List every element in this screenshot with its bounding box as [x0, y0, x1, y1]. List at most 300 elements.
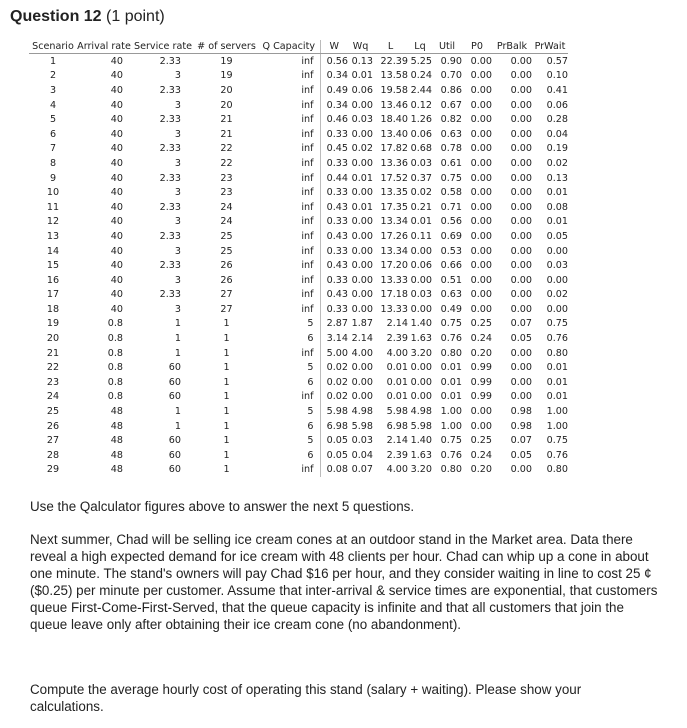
- cell-l: 13.40: [380, 128, 408, 140]
- cell-l: 5.98: [386, 406, 408, 418]
- cell-arrival-rate: 40: [110, 84, 123, 96]
- cell-q-capacity: inf: [301, 128, 314, 140]
- cell-scenario: 6: [49, 128, 57, 140]
- cell-scenario: 7: [49, 143, 57, 155]
- cell-w: 3.14: [320, 331, 348, 346]
- cell-q-capacity: inf: [301, 114, 314, 126]
- table-row: [29, 331, 568, 346]
- cell-scenario: 18: [46, 303, 60, 315]
- cell-wq: 1.87: [351, 318, 373, 330]
- cell-scenario: 23: [46, 376, 60, 388]
- cell-prwait: 0.57: [546, 55, 568, 67]
- cell-arrival-rate: 48: [110, 406, 123, 418]
- cell-wq: 0.00: [351, 376, 373, 388]
- cell-util: 0.56: [440, 216, 462, 228]
- cell-util: 0.75: [440, 435, 462, 447]
- cell-wq: 0.04: [351, 449, 373, 461]
- cell-w: 0.45: [320, 142, 348, 157]
- cell-prbalk: 0.00: [510, 128, 532, 140]
- instructions-text: Use the Qalculator figures above to answer the next 5 questions.: [30, 499, 415, 514]
- cell-lq: 1.26: [410, 114, 432, 126]
- cell-prwait: 0.28: [546, 114, 568, 126]
- table-row: [29, 127, 568, 142]
- question-title: [10, 8, 165, 26]
- cell-prwait: 0.19: [546, 143, 568, 155]
- cell-p0: 0.25: [470, 318, 492, 330]
- cell-scenario: 29: [46, 464, 60, 476]
- header-num-servers: # of servers: [195, 40, 258, 54]
- cell-p0: 0.00: [470, 289, 492, 301]
- cell-prwait: 0.00: [546, 245, 568, 257]
- cell-prwait: 0.06: [546, 99, 568, 111]
- cell-arrival-rate: 40: [110, 260, 123, 272]
- cell-util: 0.71: [440, 201, 462, 213]
- cell-prbalk: 0.00: [510, 303, 532, 315]
- qalculator-table: [29, 40, 568, 477]
- cell-q-capacity: inf: [301, 347, 314, 359]
- table-row: [29, 142, 568, 157]
- cell-lq: 0.06: [410, 260, 432, 272]
- cell-q-capacity: 5: [307, 406, 314, 418]
- cell-service-rate: 2.33: [159, 114, 181, 126]
- table-row: [29, 346, 568, 361]
- cell-q-capacity: 6: [307, 449, 314, 461]
- cell-util: 0.76: [440, 333, 462, 345]
- cell-num-servers: 1: [223, 391, 230, 403]
- cell-arrival-rate: 0.8: [107, 362, 123, 374]
- cell-service-rate: 3: [174, 99, 181, 111]
- cell-wq: 0.01: [351, 201, 373, 213]
- qalculator-table-container: [29, 40, 568, 477]
- cell-wq: 0.03: [351, 435, 373, 447]
- cell-util: 0.01: [440, 391, 462, 403]
- cell-l: 17.35: [380, 201, 408, 213]
- cell-service-rate: 2.33: [159, 55, 181, 67]
- cell-arrival-rate: 0.8: [107, 333, 123, 345]
- cell-prwait: 0.75: [546, 318, 568, 330]
- cell-util: 0.49: [440, 303, 462, 315]
- cell-prbalk: 0.00: [510, 143, 532, 155]
- cell-p0: 0.00: [470, 157, 492, 169]
- cell-util: 0.80: [440, 347, 462, 359]
- cell-prbalk: 0.98: [510, 406, 532, 418]
- table-row: [29, 215, 568, 230]
- cell-num-servers: 23: [220, 172, 233, 184]
- cell-service-rate: 3: [174, 245, 181, 257]
- cell-w: 0.34: [320, 69, 348, 84]
- cell-wq: 0.00: [351, 157, 373, 169]
- cell-arrival-rate: 40: [110, 172, 123, 184]
- header-service-rate: Service rate: [131, 40, 195, 54]
- cell-w: 0.56: [320, 54, 348, 69]
- cell-w: 0.43: [320, 200, 348, 215]
- cell-q-capacity: inf: [301, 84, 314, 96]
- table-row: [29, 69, 568, 84]
- cell-prbalk: 0.07: [510, 435, 532, 447]
- cell-lq: 0.11: [410, 230, 432, 242]
- cell-num-servers: 1: [223, 376, 230, 388]
- cell-num-servers: 21: [220, 114, 233, 126]
- cell-l: 0.01: [386, 376, 408, 388]
- cell-num-servers: 1: [223, 333, 230, 345]
- cell-q-capacity: inf: [301, 55, 314, 67]
- table-row: [29, 463, 568, 478]
- cell-scenario: 26: [46, 420, 60, 432]
- cell-scenario: 14: [46, 245, 60, 257]
- cell-q-capacity: inf: [301, 230, 314, 242]
- cell-lq: 0.03: [410, 289, 432, 301]
- cell-arrival-rate: 40: [110, 187, 123, 199]
- cell-service-rate: 2.33: [159, 289, 181, 301]
- cell-wq: 0.03: [351, 114, 373, 126]
- cell-q-capacity: inf: [301, 289, 314, 301]
- table-row: [29, 317, 568, 332]
- cell-prwait: 0.02: [546, 157, 568, 169]
- table-row: [29, 156, 568, 171]
- cell-q-capacity: 5: [307, 318, 314, 330]
- cell-num-servers: 19: [220, 55, 233, 67]
- cell-wq: 0.00: [351, 274, 373, 286]
- cell-l: 19.58: [380, 84, 408, 96]
- cell-p0: 0.00: [470, 274, 492, 286]
- table-row: [29, 54, 568, 69]
- cell-l: 0.01: [386, 362, 408, 374]
- cell-prbalk: 0.00: [510, 172, 532, 184]
- cell-arrival-rate: 0.8: [107, 376, 123, 388]
- table-row: [29, 200, 568, 215]
- cell-scenario: 22: [46, 362, 60, 374]
- cell-service-rate: 2.33: [159, 172, 181, 184]
- cell-lq: 0.02: [410, 187, 432, 199]
- cell-wq: 0.06: [351, 84, 373, 96]
- cell-prbalk: 0.00: [510, 347, 532, 359]
- cell-num-servers: 20: [220, 84, 233, 96]
- cell-arrival-rate: 48: [110, 435, 123, 447]
- cell-prwait: 0.01: [546, 362, 568, 374]
- cell-prbalk: 0.00: [510, 362, 532, 374]
- cell-num-servers: 1: [223, 318, 230, 330]
- cell-util: 0.01: [440, 376, 462, 388]
- cell-service-rate: 3: [174, 128, 181, 140]
- cell-num-servers: 1: [223, 347, 230, 359]
- cell-w: 0.34: [320, 98, 348, 113]
- cell-p0: 0.00: [470, 406, 492, 418]
- cell-p0: 0.00: [470, 216, 492, 228]
- cell-l: 13.34: [380, 245, 408, 257]
- cell-util: 1.00: [440, 420, 462, 432]
- cell-util: 0.80: [440, 464, 462, 476]
- cell-wq: 0.07: [351, 464, 373, 476]
- cell-p0: 0.00: [470, 143, 492, 155]
- cell-q-capacity: inf: [301, 391, 314, 403]
- cell-l: 17.52: [380, 172, 408, 184]
- cell-scenario: 1: [49, 55, 57, 67]
- cell-lq: 5.25: [410, 55, 432, 67]
- header-scenario: Scenario: [29, 40, 77, 54]
- cell-prwait: 0.02: [546, 289, 568, 301]
- cell-lq: 2.44: [410, 84, 432, 96]
- cell-l: 2.14: [386, 435, 408, 447]
- cell-scenario: 19: [46, 318, 60, 330]
- cell-l: 17.26: [380, 230, 408, 242]
- cell-num-servers: 24: [220, 201, 233, 213]
- cell-wq: 4.00: [351, 347, 373, 359]
- cell-service-rate: 60: [168, 362, 181, 374]
- cell-prwait: 1.00: [546, 420, 568, 432]
- cell-util: 0.67: [440, 99, 462, 111]
- cell-prwait: 0.13: [546, 172, 568, 184]
- cell-service-rate: 1: [174, 318, 181, 330]
- cell-l: 2.39: [386, 333, 408, 345]
- cell-w: 5.98: [320, 404, 348, 419]
- cell-arrival-rate: 48: [110, 420, 123, 432]
- cell-q-capacity: inf: [301, 464, 314, 476]
- cell-p0: 0.00: [470, 55, 492, 67]
- cell-w: 2.87: [320, 317, 348, 332]
- cell-service-rate: 1: [174, 420, 181, 432]
- cell-p0: 0.00: [470, 201, 492, 213]
- cell-prbalk: 0.00: [510, 464, 532, 476]
- cell-prbalk: 0.00: [510, 201, 532, 213]
- table-row: [29, 98, 568, 113]
- cell-util: 0.53: [440, 245, 462, 257]
- cell-w: 0.02: [320, 360, 348, 375]
- cell-num-servers: 20: [220, 99, 233, 111]
- cell-w: 0.33: [320, 156, 348, 171]
- cell-w: 0.02: [320, 390, 348, 405]
- cell-w: 0.43: [320, 258, 348, 273]
- cell-w: 0.46: [320, 112, 348, 127]
- cell-p0: 0.24: [470, 449, 492, 461]
- cell-w: 0.33: [320, 127, 348, 142]
- cell-p0: 0.99: [470, 362, 492, 374]
- cell-arrival-rate: 40: [110, 230, 123, 242]
- cell-prwait: 0.41: [546, 84, 568, 96]
- table-row: [29, 419, 568, 434]
- cell-l: 4.00: [386, 464, 408, 476]
- cell-prwait: 0.10: [546, 70, 568, 82]
- cell-l: 4.00: [386, 347, 408, 359]
- cell-lq: 0.00: [410, 362, 432, 374]
- header-wq: Wq: [348, 40, 373, 54]
- cell-arrival-rate: 40: [110, 216, 123, 228]
- cell-prbalk: 0.00: [510, 84, 532, 96]
- cell-w: 0.08: [320, 463, 348, 478]
- question-points: (1 point): [106, 8, 165, 25]
- cell-prwait: 0.01: [546, 187, 568, 199]
- cell-p0: 0.00: [470, 420, 492, 432]
- cell-lq: 1.40: [410, 318, 432, 330]
- cell-wq: 2.14: [351, 333, 373, 345]
- cell-util: 0.63: [440, 289, 462, 301]
- cell-lq: 0.68: [410, 143, 432, 155]
- cell-lq: 1.40: [410, 435, 432, 447]
- cell-arrival-rate: 40: [110, 143, 123, 155]
- cell-l: 6.98: [386, 420, 408, 432]
- cell-prwait: 0.01: [546, 216, 568, 228]
- cell-service-rate: 60: [168, 391, 181, 403]
- cell-prwait: 0.75: [546, 435, 568, 447]
- cell-scenario: 8: [49, 157, 57, 169]
- cell-lq: 0.00: [410, 245, 432, 257]
- cell-service-rate: 60: [168, 449, 181, 461]
- cell-l: 0.01: [386, 391, 408, 403]
- cell-lq: 0.21: [410, 201, 432, 213]
- cell-arrival-rate: 0.8: [107, 347, 123, 359]
- cell-prwait: 0.01: [546, 376, 568, 388]
- cell-num-servers: 24: [220, 216, 233, 228]
- cell-wq: 0.00: [351, 289, 373, 301]
- cell-util: 0.69: [440, 230, 462, 242]
- cell-wq: 4.98: [351, 406, 373, 418]
- cell-scenario: 16: [46, 274, 60, 286]
- cell-wq: 0.13: [351, 55, 373, 67]
- cell-prbalk: 0.00: [510, 376, 532, 388]
- cell-arrival-rate: 0.8: [107, 318, 123, 330]
- cell-lq: 0.01: [410, 216, 432, 228]
- cell-wq: 0.01: [351, 172, 373, 184]
- cell-w: 0.33: [320, 215, 348, 230]
- header-p0: P0: [462, 40, 492, 54]
- cell-l: 13.35: [380, 187, 408, 199]
- cell-util: 0.58: [440, 187, 462, 199]
- cell-lq: 3.20: [410, 347, 432, 359]
- cell-service-rate: 3: [174, 187, 181, 199]
- cell-w: 0.33: [320, 273, 348, 288]
- cell-num-servers: 25: [220, 230, 233, 242]
- cell-prbalk: 0.98: [510, 420, 532, 432]
- cell-util: 1.00: [440, 406, 462, 418]
- cell-q-capacity: inf: [301, 143, 314, 155]
- header-prwait: PrWait: [532, 40, 568, 54]
- cell-num-servers: 27: [220, 289, 233, 301]
- table-row: [29, 302, 568, 317]
- cell-prbalk: 0.00: [510, 274, 532, 286]
- cell-l: 18.40: [380, 114, 408, 126]
- cell-q-capacity: inf: [301, 172, 314, 184]
- cell-num-servers: 1: [223, 420, 230, 432]
- cell-arrival-rate: 40: [110, 55, 123, 67]
- cell-l: 22.39: [380, 55, 408, 67]
- header-w: W: [320, 40, 348, 54]
- cell-util: 0.51: [440, 274, 462, 286]
- cell-scenario: 4: [49, 99, 57, 111]
- cell-arrival-rate: 40: [110, 289, 123, 301]
- cell-prbalk: 0.00: [510, 391, 532, 403]
- cell-arrival-rate: 40: [110, 70, 123, 82]
- cell-scenario: 11: [46, 201, 60, 213]
- cell-w: 6.98: [320, 419, 348, 434]
- cell-w: 0.05: [320, 448, 348, 463]
- cell-l: 2.14: [386, 318, 408, 330]
- cell-lq: 0.06: [410, 128, 432, 140]
- cell-service-rate: 3: [174, 303, 181, 315]
- cell-p0: 0.00: [470, 187, 492, 199]
- cell-service-rate: 60: [168, 435, 181, 447]
- table-row: [29, 273, 568, 288]
- cell-prbalk: 0.07: [510, 318, 532, 330]
- cell-scenario: 9: [49, 172, 57, 184]
- cell-service-rate: 1: [174, 347, 181, 359]
- cell-num-servers: 19: [220, 70, 233, 82]
- cell-arrival-rate: 40: [110, 157, 123, 169]
- table-header-row: [29, 40, 568, 54]
- cell-prbalk: 0.00: [510, 157, 532, 169]
- cell-wq: 0.00: [351, 303, 373, 315]
- table-body: [29, 54, 568, 478]
- table-row: [29, 390, 568, 405]
- cell-l: 17.18: [380, 289, 408, 301]
- cell-num-servers: 1: [223, 435, 230, 447]
- cell-wq: 0.01: [351, 70, 373, 82]
- cell-num-servers: 22: [220, 143, 233, 155]
- cell-lq: 0.37: [410, 172, 432, 184]
- cell-prwait: 0.08: [546, 201, 568, 213]
- cell-prwait: 0.05: [546, 230, 568, 242]
- cell-q-capacity: 6: [307, 420, 314, 432]
- cell-util: 0.75: [440, 318, 462, 330]
- cell-num-servers: 22: [220, 157, 233, 169]
- cell-lq: 1.63: [410, 333, 432, 345]
- cell-service-rate: 1: [174, 333, 181, 345]
- cell-scenario: 5: [49, 114, 57, 126]
- cell-p0: 0.00: [470, 303, 492, 315]
- task-text: Compute the average hourly cost of operating this stand (salary + waiting). Please show your calculations.: [30, 682, 582, 714]
- cell-service-rate: 3: [174, 157, 181, 169]
- cell-l: 2.39: [386, 449, 408, 461]
- cell-prwait: 0.80: [546, 347, 568, 359]
- cell-p0: 0.00: [470, 99, 492, 111]
- cell-q-capacity: inf: [301, 201, 314, 213]
- cell-num-servers: 1: [223, 362, 230, 374]
- cell-lq: 0.12: [410, 99, 432, 111]
- table-row: [29, 258, 568, 273]
- cell-lq: 0.03: [410, 157, 432, 169]
- cell-prbalk: 0.00: [510, 289, 532, 301]
- cell-scenario: 2: [49, 70, 57, 82]
- cell-lq: 0.00: [410, 391, 432, 403]
- cell-num-servers: 1: [223, 464, 230, 476]
- cell-lq: 1.63: [410, 449, 432, 461]
- cell-scenario: 27: [46, 435, 60, 447]
- cell-q-capacity: inf: [301, 216, 314, 228]
- cell-wq: 0.00: [351, 187, 373, 199]
- cell-w: 0.33: [320, 244, 348, 259]
- cell-p0: 0.25: [470, 435, 492, 447]
- cell-util: 0.63: [440, 128, 462, 140]
- cell-service-rate: 2.33: [159, 201, 181, 213]
- cell-service-rate: 3: [174, 274, 181, 286]
- cell-service-rate: 2.33: [159, 84, 181, 96]
- cell-prbalk: 0.00: [510, 230, 532, 242]
- cell-wq: 0.02: [351, 143, 373, 155]
- cell-scenario: 20: [46, 333, 60, 345]
- cell-q-capacity: inf: [301, 274, 314, 286]
- cell-q-capacity: 5: [307, 362, 314, 374]
- cell-p0: 0.99: [470, 376, 492, 388]
- cell-num-servers: 25: [220, 245, 233, 257]
- cell-prwait: 0.03: [546, 260, 568, 272]
- header-q-capacity: Q Capacity: [258, 40, 320, 54]
- cell-prbalk: 0.00: [510, 260, 532, 272]
- cell-arrival-rate: 40: [110, 201, 123, 213]
- cell-scenario: 17: [46, 289, 60, 301]
- cell-scenario: 13: [46, 230, 60, 242]
- cell-p0: 0.00: [470, 128, 492, 140]
- table-row: [29, 229, 568, 244]
- cell-prwait: 1.00: [546, 406, 568, 418]
- cell-scenario: 24: [46, 391, 60, 403]
